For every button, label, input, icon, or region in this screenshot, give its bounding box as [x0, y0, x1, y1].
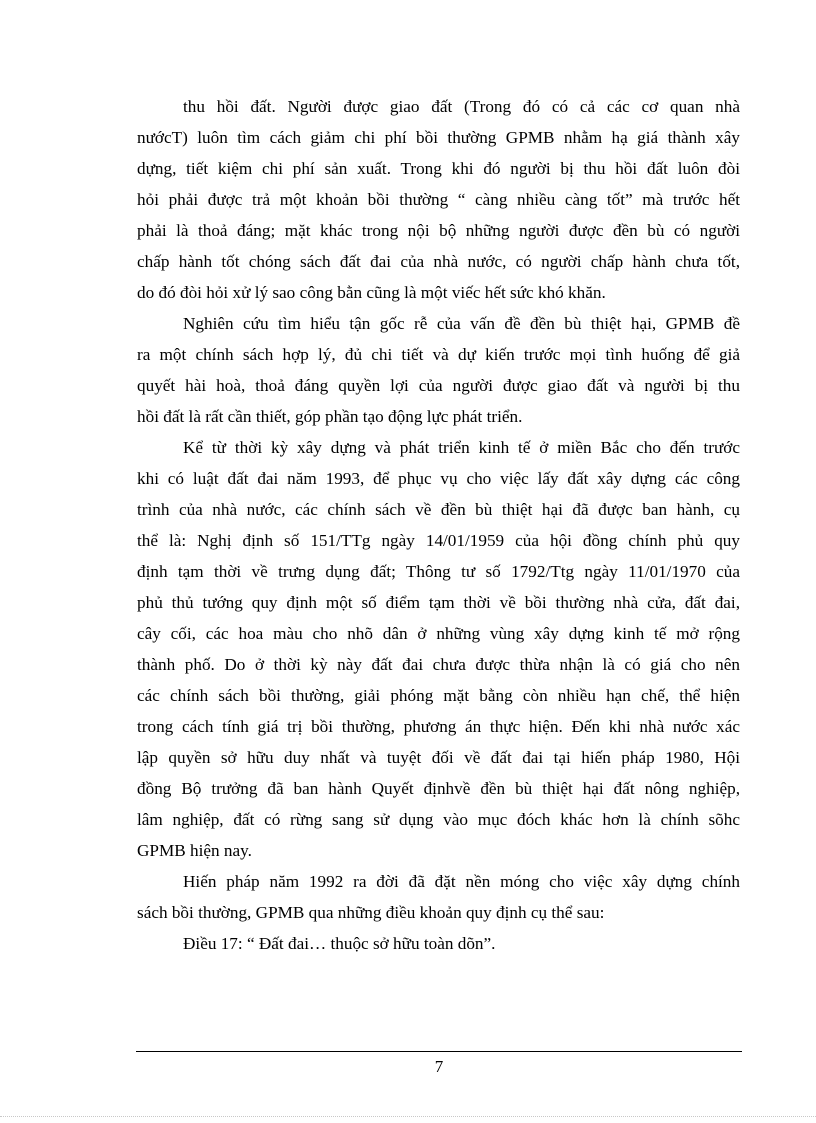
- text-line: nướcT) luôn tìm cách giảm chi phí bồi thường GPMB nhằm hạ giá thành xây: [137, 128, 740, 147]
- text-line: trong cách tính giá trị bồi thường, phương án thực hiện. Đến khi nhà nước xác: [137, 717, 740, 736]
- text-line: phải là thoả đáng; mặt khác trong nội bộ những người được đền bù có người: [137, 221, 740, 240]
- text-line: GPMB hiện nay.: [137, 841, 252, 860]
- text-line: hồi đất là rất cần thiết, góp phần tạo động lực phát triển.: [137, 407, 523, 426]
- text-line: định tạm thời về trưng dụng đất; Thông tư số 1792/Ttg ngày 11/01/1970 của: [137, 562, 740, 581]
- text-line: hỏi phải được trả một khoản bồi thường “ càng nhiều càng tốt” mà trước hết: [137, 190, 740, 209]
- text-line: các chính sách bồi thường, giải phóng mặt bằng còn nhiều hạn chế, thể hiện: [137, 686, 740, 705]
- text-line: đồng Bộ trưởng đã ban hành Quyết địnhvề đền bù thiệt hại đất nông nghiệp,: [137, 779, 740, 798]
- page-number: 7: [434, 1057, 444, 1076]
- text-line: lâm nghiệp, đất có rừng sang sử dụng vào mục đóch khác hơn là chính sõhc: [137, 810, 740, 829]
- text-line: Hiến pháp năm 1992 ra đời đã đặt nền móng cho việc xây dựng chính: [183, 872, 740, 891]
- text-line: cây cối, các hoa màu cho nhõ dân ở những vùng xây dựng kinh tế mở rộng: [137, 624, 740, 643]
- text-line: ra một chính sách hợp lý, đủ chi tiết và dự kiến trước mọi tình huống để giả: [137, 345, 740, 364]
- text-line: Nghiên cứu tìm hiểu tận gốc rễ của vấn đề đền bù thiệt hại, GPMB đề: [183, 314, 740, 333]
- text-line: lập quyền sở hữu duy nhất và tuyệt đối về đất đai tại hiến pháp 1980, Hội: [137, 748, 740, 767]
- text-line: quyết hài hoà, thoả đáng quyền lợi của người được giao đất và người bị thu: [137, 376, 740, 395]
- text-line: sách bồi thường, GPMB qua những điều khoản quy định cụ thể sau:: [137, 903, 605, 922]
- text-line: thu hồi đất. Người được giao đất (Trong đó có cả các cơ quan nhà: [183, 97, 740, 116]
- text-line: trình của nhà nước, các chính sách về đền bù thiệt hại đã được ban hành, cụ: [137, 500, 740, 519]
- body-text: [137, 91, 740, 959]
- text-line: thể là: Nghị định số 151/TTg ngày 14/01/1959 của hội đồng chính phủ quy: [137, 531, 740, 550]
- page-edge-dotted-line: [0, 1116, 816, 1117]
- text-line: khi có luật đất đai năm 1993, để phục vụ cho việc lấy đất xây dựng các công: [137, 469, 740, 488]
- text-line: dựng, tiết kiệm chi phí sản xuất. Trong khi đó người bị thu hồi đất luôn đòi: [137, 159, 740, 178]
- text-line: phủ thủ tướng quy định một số điểm tạm thời về bồi thường nhà cửa, đất đai,: [137, 593, 740, 612]
- text-line: chấp hành tốt chóng sách đất đai của nhà nước, có người chấp hành chưa tốt,: [137, 252, 740, 271]
- text-line: Điều 17: “ Đất đai… thuộc sở hữu toàn dõn”.: [183, 934, 496, 953]
- text-line: do đó đòi hỏi xử lý sao công bằn cũng là một viếc hết sức khó khăn.: [137, 283, 606, 302]
- text-line: Kể từ thời kỳ xây dựng và phát triển kinh tế ở miền Bắc cho đến trước: [183, 438, 740, 457]
- text-line: thành phố. Do ở thời kỳ này đất đai chưa được thừa nhận là có giá cho nên: [137, 655, 740, 674]
- footer-divider: [136, 1051, 742, 1052]
